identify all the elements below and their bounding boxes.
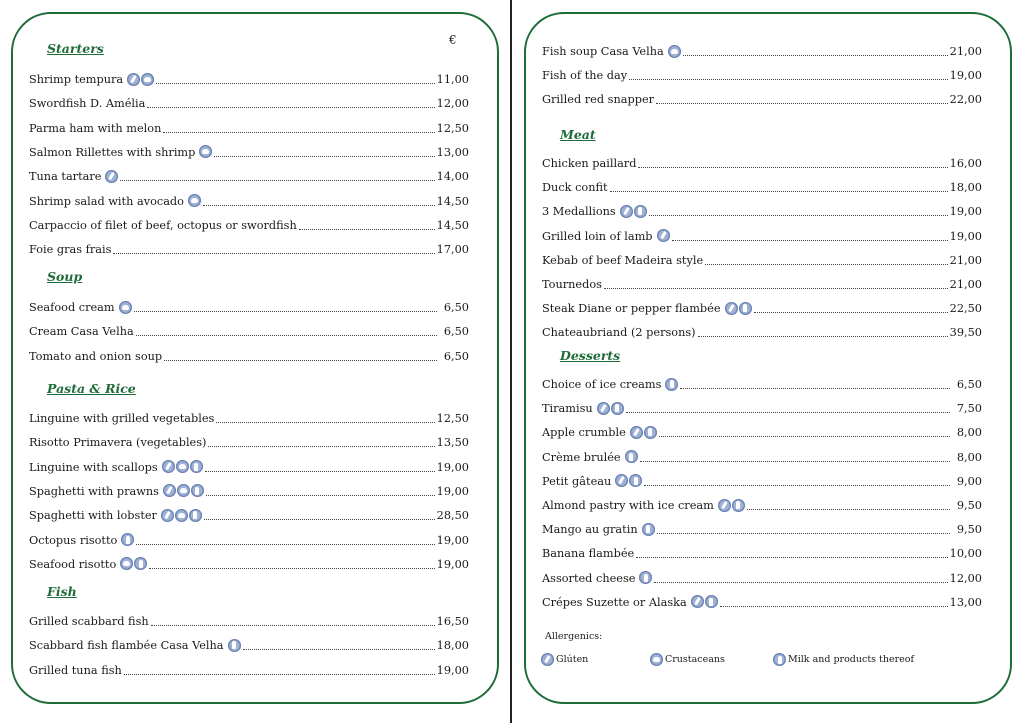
gluten-allergen-icon xyxy=(105,170,118,183)
allergen-icons xyxy=(127,73,154,86)
menu-item-name: Foie gras frais xyxy=(29,243,112,257)
menu-item-name: Spaghetti with prawns xyxy=(29,484,159,498)
menu-item-row xyxy=(29,662,469,678)
dot-leader xyxy=(754,312,948,313)
allergen-icons xyxy=(620,205,647,218)
menu-item-price: 7,50 xyxy=(956,402,982,416)
allergen-icons xyxy=(228,639,241,652)
menu-item-name: Grilled loin of lamb xyxy=(542,229,653,243)
menu-item-name: Fish soup Casa Velha xyxy=(542,45,664,58)
dot-leader xyxy=(214,156,434,157)
menu-item-price: 18,00 xyxy=(949,181,982,195)
menu-item-name: Spaghetti with lobster xyxy=(29,509,157,523)
menu-item-row xyxy=(29,434,469,450)
menu-item-price: 21,00 xyxy=(949,253,982,267)
dot-leader xyxy=(657,533,950,534)
dot-leader xyxy=(208,446,434,447)
menu-item-name: Chateaubriand (2 persons) xyxy=(542,326,696,340)
gluten-allergen-icon xyxy=(161,509,174,522)
menu-item-name: Scabbard fish flambée Casa Velha xyxy=(29,639,224,653)
crustaceans-allergen-icon xyxy=(199,145,212,158)
dot-leader xyxy=(120,180,434,181)
crustaceans-allergen-icon xyxy=(119,301,132,314)
menu-item-row xyxy=(29,556,469,572)
menu-item-price: 14,50 xyxy=(436,218,469,232)
dot-leader xyxy=(124,674,435,675)
gluten-allergen-icon xyxy=(691,595,704,608)
menu-item-row xyxy=(29,483,469,499)
dot-leader xyxy=(147,107,434,108)
allergen-icons xyxy=(121,533,134,546)
menu-panel-right xyxy=(524,12,1012,704)
allergen-icons xyxy=(105,170,118,183)
menu-item-price: 14,00 xyxy=(436,170,469,184)
menu-item-name: Carpaccio of filet of beef, octopus or swordfish xyxy=(29,218,297,232)
gluten-allergen-icon xyxy=(127,73,140,86)
menu-item-row xyxy=(542,300,982,316)
menu-item-row xyxy=(542,376,982,392)
menu-item-row xyxy=(542,324,982,340)
menu-item-name: Seafood risotto xyxy=(29,557,117,571)
allergen-icons xyxy=(188,194,201,207)
crustaceans-allergen-icon xyxy=(120,557,133,570)
menu-item-row xyxy=(29,459,469,475)
menu-item-row xyxy=(29,193,469,209)
gluten-allergen-icon xyxy=(725,302,738,315)
menu-item-price: 19,00 xyxy=(949,229,982,243)
dot-leader xyxy=(156,83,435,84)
allergen-icons xyxy=(725,302,752,315)
menu-item-name: Fish of the day xyxy=(542,69,628,83)
menu-item-name: Choice of ice creams xyxy=(542,378,662,391)
menu-item-row xyxy=(29,410,469,426)
menu-item-row xyxy=(29,168,469,184)
milk-allergen-icon xyxy=(611,402,624,415)
menu-item-price: 13,00 xyxy=(949,595,982,609)
dot-leader xyxy=(626,412,950,413)
allergen-icons xyxy=(657,229,670,242)
allergen-icons xyxy=(691,595,718,608)
menu-item-name: Mango au gratin xyxy=(542,523,638,537)
menu-item-price: 6,50 xyxy=(956,378,982,391)
menu-item-row xyxy=(29,637,469,653)
menu-panel-left xyxy=(11,12,499,704)
menu-item-name: Tournedos xyxy=(542,278,602,291)
menu-item-price: 9,50 xyxy=(956,523,982,537)
crustaceans-allergen-icon xyxy=(175,509,188,522)
menu-item-price: 19,00 xyxy=(436,557,469,571)
menu-item-row xyxy=(542,424,982,440)
legend-label: Crustaceans xyxy=(665,654,725,665)
menu-item-price: 12,50 xyxy=(436,412,469,425)
menu-item-price: 11,00 xyxy=(436,73,469,86)
menu-item-row xyxy=(542,400,982,416)
menu-item-name: Tuna tartare xyxy=(29,170,102,184)
menu-item-price: 6,50 xyxy=(443,325,469,339)
menu-item-price: 6,50 xyxy=(443,349,469,363)
dot-leader xyxy=(610,191,948,192)
menu-item-row xyxy=(542,545,982,561)
milk-allergen-icon xyxy=(629,474,642,487)
menu-item-row xyxy=(542,252,982,268)
crustaceans-allergen-icon xyxy=(141,73,154,86)
dot-leader xyxy=(680,388,950,389)
menu-item-row xyxy=(29,532,469,548)
dot-leader xyxy=(149,568,434,569)
menu-item-price: 12,00 xyxy=(436,97,469,111)
crustaceans-allergen-icon xyxy=(177,484,190,497)
dot-leader xyxy=(163,132,434,133)
section-title: Pasta & Rice xyxy=(47,381,136,396)
legend-item-milk xyxy=(773,653,914,666)
dot-leader xyxy=(134,311,437,312)
menu-item-name: Grilled scabbard fish xyxy=(29,615,149,628)
menu-item-row xyxy=(29,299,469,315)
menu-item-price: 39,50 xyxy=(949,326,982,340)
dot-leader xyxy=(151,625,435,626)
menu-item-price: 19,00 xyxy=(436,460,469,474)
menu-item-name: Duck confit xyxy=(542,181,608,195)
dot-leader xyxy=(747,509,950,510)
dot-leader xyxy=(636,557,947,558)
dot-leader xyxy=(654,582,947,583)
dot-leader xyxy=(659,436,950,437)
allergen-icons xyxy=(668,45,681,58)
menu-item-name: Kebab of beef Madeira style xyxy=(542,253,704,267)
menu-item-price: 9,00 xyxy=(956,474,982,488)
dot-leader xyxy=(640,461,950,462)
section-title: Fish xyxy=(47,584,77,599)
section-title: Desserts xyxy=(560,348,621,363)
gluten-allergen-icon xyxy=(163,484,176,497)
allergen-icons xyxy=(119,301,132,314)
menu-item-row xyxy=(542,67,982,83)
menu-item-row xyxy=(29,507,469,523)
menu-item-row xyxy=(542,594,982,610)
dot-leader xyxy=(243,649,435,650)
menu-item-row xyxy=(29,120,469,136)
menu-item-row xyxy=(542,521,982,537)
menu-item-name: Crème brulée xyxy=(542,450,621,464)
milk-allergen-icon xyxy=(644,426,657,439)
allergen-icons xyxy=(630,426,657,439)
menu-item-row xyxy=(542,155,982,171)
menu-item-price: 22,00 xyxy=(949,93,982,107)
menu-item-price: 8,00 xyxy=(956,426,982,440)
crustaceans-allergen-icon xyxy=(650,653,663,666)
dot-leader xyxy=(649,215,948,216)
gluten-allergen-icon xyxy=(541,653,554,666)
menu-item-price: 12,00 xyxy=(949,571,982,585)
menu-item-name: Assorted cheese xyxy=(542,571,636,585)
dot-leader xyxy=(204,519,435,520)
dot-leader xyxy=(113,253,434,254)
menu-item-name: Apple crumble xyxy=(542,426,626,440)
gluten-allergen-icon xyxy=(657,229,670,242)
allergen-icons xyxy=(162,460,203,473)
menu-item-price: 19,00 xyxy=(949,69,982,83)
menu-item-name: Shrimp tempura xyxy=(29,73,124,86)
menu-item-name: Octopus risotto xyxy=(29,533,118,547)
gluten-allergen-icon xyxy=(630,426,643,439)
milk-allergen-icon xyxy=(121,533,134,546)
menu-item-row xyxy=(29,241,469,257)
menu-item-row xyxy=(29,71,469,87)
menu-item-name: Linguine with scallops xyxy=(29,460,158,474)
allergen-icons xyxy=(639,571,652,584)
menu-item-name: Salmon Rillettes with shrimp xyxy=(29,145,196,159)
menu-item-price: 8,00 xyxy=(956,450,982,464)
allergen-icons xyxy=(615,474,642,487)
menu-item-price: 10,00 xyxy=(949,547,982,561)
menu-item-price: 13,50 xyxy=(436,436,469,450)
milk-allergen-icon xyxy=(665,378,678,391)
allergen-icons xyxy=(665,378,678,391)
menu-item-row xyxy=(542,228,982,244)
crustaceans-allergen-icon xyxy=(668,45,681,58)
dot-leader xyxy=(216,422,434,423)
milk-allergen-icon xyxy=(642,523,655,536)
milk-allergen-icon xyxy=(732,499,745,512)
menu-item-row xyxy=(542,473,982,489)
menu-item-name: Risotto Primavera (vegetables) xyxy=(29,436,207,450)
menu-item-row xyxy=(542,43,982,59)
menu-item-row xyxy=(542,497,982,513)
milk-allergen-icon xyxy=(625,450,638,463)
menu-item-price: 22,50 xyxy=(949,302,982,316)
allergen-icons xyxy=(199,145,212,158)
menu-item-name: Crépes Suzette or Alaska xyxy=(542,595,687,609)
menu-item-name: Almond pastry with ice cream xyxy=(542,499,714,512)
page-divider xyxy=(510,0,512,723)
menu-item-name: Shrimp salad with avocado xyxy=(29,194,184,208)
dot-leader xyxy=(299,229,435,230)
milk-allergen-icon xyxy=(705,595,718,608)
legend-item-crustaceans xyxy=(650,653,725,666)
menu-item-name: Steak Diane or pepper flambée xyxy=(542,302,721,316)
menu-item-price: 12,50 xyxy=(436,121,469,135)
menu-item-price: 21,00 xyxy=(949,45,982,58)
menu-item-row xyxy=(542,203,982,219)
section-title: Starters xyxy=(47,41,104,56)
menu-item-price: 21,00 xyxy=(949,278,982,291)
menu-item-row xyxy=(542,179,982,195)
dot-leader xyxy=(604,288,948,289)
allergen-icons xyxy=(718,499,745,512)
milk-allergen-icon xyxy=(228,639,241,652)
menu-item-row xyxy=(29,323,469,339)
dot-leader xyxy=(164,360,437,361)
menu-item-name: Petit gâteau xyxy=(542,474,612,488)
menu-item-price: 19,00 xyxy=(949,205,982,219)
gluten-allergen-icon xyxy=(597,402,610,415)
allergen-icons xyxy=(120,557,147,570)
menu-item-row xyxy=(29,613,469,629)
legend-item-gluten xyxy=(541,653,588,666)
gluten-allergen-icon xyxy=(718,499,731,512)
gluten-allergen-icon xyxy=(162,460,175,473)
milk-allergen-icon xyxy=(739,302,752,315)
menu-item-name: Chicken paillard xyxy=(542,157,637,170)
menu-item-price: 17,00 xyxy=(436,243,469,257)
currency-symbol: € xyxy=(449,33,457,47)
menu-item-price: 16,00 xyxy=(949,157,982,170)
milk-allergen-icon xyxy=(191,484,204,497)
allergen-icons xyxy=(597,402,624,415)
milk-allergen-icon xyxy=(190,460,203,473)
menu-item-row xyxy=(542,570,982,586)
section-title: Meat xyxy=(560,127,596,142)
menu-item-name: 3 Medallions xyxy=(542,205,616,219)
menu-item-name: Cream Casa Velha xyxy=(29,325,134,339)
dot-leader xyxy=(205,471,435,472)
milk-allergen-icon xyxy=(639,571,652,584)
section-title: Soup xyxy=(47,269,83,284)
crustaceans-allergen-icon xyxy=(176,460,189,473)
legend-label: Milk and products thereof xyxy=(788,654,914,665)
menu-item-row xyxy=(29,217,469,233)
allergen-icons xyxy=(161,509,202,522)
menu-item-name: Tiramisu xyxy=(542,402,593,416)
menu-item-name: Banana flambée xyxy=(542,547,635,561)
dot-leader xyxy=(206,495,435,496)
menu-item-row xyxy=(29,348,469,364)
allergen-icons xyxy=(163,484,204,497)
menu-item-price: 16,50 xyxy=(436,615,469,628)
dot-leader xyxy=(136,544,434,545)
dot-leader xyxy=(683,55,948,56)
menu-item-name: Tomato and onion soup xyxy=(29,349,163,363)
dot-leader xyxy=(638,167,947,168)
milk-allergen-icon xyxy=(134,557,147,570)
dot-leader xyxy=(698,336,948,337)
menu-item-name: Swordfish D. Amélia xyxy=(29,97,146,111)
dot-leader xyxy=(656,103,948,104)
dot-leader xyxy=(644,485,950,486)
menu-item-row xyxy=(542,91,982,107)
menu-item-row xyxy=(29,144,469,160)
crustaceans-allergen-icon xyxy=(188,194,201,207)
dot-leader xyxy=(720,606,948,607)
legend-label: Glúten xyxy=(556,654,589,665)
dot-leader xyxy=(629,79,948,80)
gluten-allergen-icon xyxy=(620,205,633,218)
menu-item-price: 28,50 xyxy=(436,509,469,523)
menu-item-name: Grilled tuna fish xyxy=(29,663,122,677)
menu-item-price: 14,50 xyxy=(436,194,469,208)
milk-allergen-icon xyxy=(634,205,647,218)
gluten-allergen-icon xyxy=(615,474,628,487)
allergen-icons xyxy=(642,523,655,536)
legend-title: Allergenics: xyxy=(545,631,603,642)
milk-allergen-icon xyxy=(773,653,786,666)
menu-item-name: Parma ham with melon xyxy=(29,121,162,135)
allergen-icons xyxy=(625,450,638,463)
menu-item-price: 19,00 xyxy=(436,533,469,547)
menu-item-name: Linguine with grilled vegetables xyxy=(29,412,215,425)
dot-leader xyxy=(705,264,948,265)
menu-item-name: Seafood cream xyxy=(29,301,115,314)
milk-allergen-icon xyxy=(189,509,202,522)
menu-item-row xyxy=(542,449,982,465)
dot-leader xyxy=(672,240,948,241)
dot-leader xyxy=(136,335,437,336)
menu-item-price: 18,00 xyxy=(436,639,469,653)
menu-item-price: 9,50 xyxy=(956,499,982,512)
menu-item-price: 19,00 xyxy=(436,663,469,677)
menu-item-row xyxy=(29,95,469,111)
dot-leader xyxy=(203,205,435,206)
menu-item-row xyxy=(542,276,982,292)
menu-item-price: 6,50 xyxy=(443,301,469,314)
menu-item-price: 19,00 xyxy=(436,484,469,498)
menu-item-price: 13,00 xyxy=(436,145,469,159)
menu-item-name: Grilled red snapper xyxy=(542,93,655,107)
